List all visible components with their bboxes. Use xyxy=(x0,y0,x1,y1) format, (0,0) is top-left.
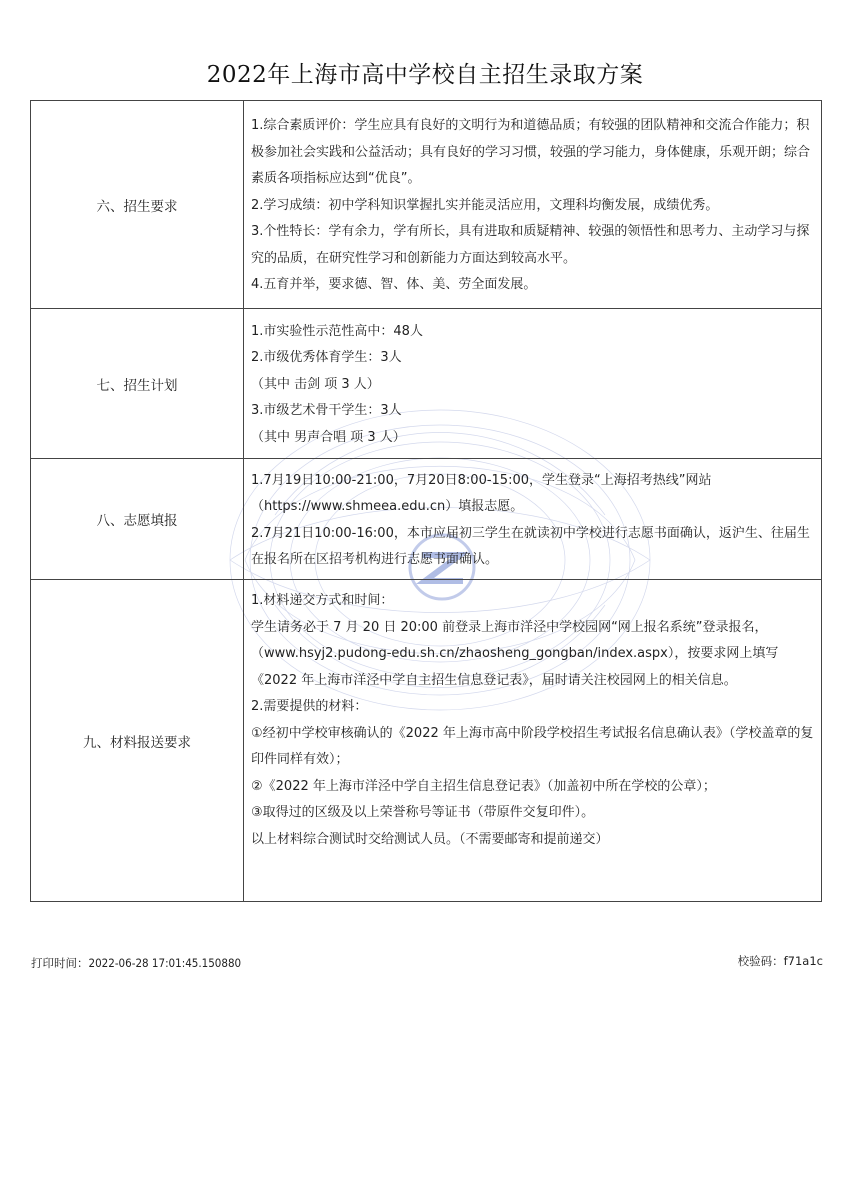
table-row xyxy=(31,309,822,459)
section-content xyxy=(244,101,822,309)
table-row xyxy=(31,101,822,309)
content-line: 2.学习成绩：初中学科知识掌握扎实并能灵活应用，文理科均衡发展，成绩优秀。 xyxy=(251,197,719,213)
admission-plan-table xyxy=(30,100,822,902)
check-code: 校验码：f71a1c xyxy=(737,954,823,968)
section-content xyxy=(244,459,822,580)
content-line: 3.个性特长：学有余力，学有所长，具有进取和质疑精神、较强的领悟性和思考力、主动学习与探究的品质，在研究性学习和创新能力方面达到较高水平。 xyxy=(251,224,810,266)
table-row xyxy=(31,459,822,580)
content-line: 1.综合素质评价：学生应具有良好的文明行为和道德品质；有较强的团队精神和交流合作能力；积极参加社会实践和公益活动；具有良好的学习习惯，较强的学习能力，身体健康，乐观开朗；综合素质各项指标应达到“优良”。 xyxy=(251,118,811,187)
content-line: 4.五育并举，要求德、智、体、美、劳全面发展。 xyxy=(251,277,537,293)
section-content xyxy=(244,580,822,902)
content-line: 3.市级艺术骨干学生：3人 xyxy=(251,403,402,419)
content-line: ①经初中学校审核确认的《2022 年上海市高中阶段学校招生考试报名信息确认表》（学校盖章的复印件同样有效）； xyxy=(251,725,814,767)
content-line: ③取得过的区级及以上荣誉称号等证书（带原件交复印件）。 xyxy=(251,805,595,820)
content-line: 2.市级优秀体育学生：3人 xyxy=(251,350,402,366)
print-time: 打印时间：2022-06-28 17:01:45.150880 xyxy=(31,956,242,970)
content-line: 1.材料递交方式和时间： xyxy=(251,593,394,608)
content-line: 学生请务必于 7 月 20 日 20:00 前登录上海市洋泾中学校园网“网上报名系统”登录报名，（www.hsyj2.pudong-edu.sh.cn/zhaosheng_gongban/index.aspx），按要求网上填写《2022 年上海市洋泾中学自主招生信息登记表》，届时请关注校园网上的相关信息。 xyxy=(251,619,779,688)
content-line: ②《2022 年上海市洋泾中学自主招生信息登记表》（加盖初中所在学校的公章）； xyxy=(251,778,716,794)
content-line: 2.需要提供的材料： xyxy=(251,699,368,714)
section-label: 七、招生计划 xyxy=(31,309,244,459)
content-line: （其中 男声合唱 项 3 人） xyxy=(251,429,406,445)
section-label: 九、材料报送要求 xyxy=(31,580,244,902)
content-line: 以上材料综合测试时交给测试人员。（不需要邮寄和提前递交） xyxy=(251,831,609,847)
document-title: 2022年上海市高中学校自主招生录取方案 xyxy=(206,62,644,88)
content-line: 1.市实验性示范性高中：48人 xyxy=(251,323,423,339)
content-line: （其中 击剑 项 3 人） xyxy=(251,376,380,392)
content-line: 2.7月21日10:00-16:00，本市应届初三学生在就读初中学校进行志愿书面确认，返沪生、往届生在报名所在区招考机构进行志愿书面确认。 xyxy=(251,525,810,567)
section-content xyxy=(244,309,822,459)
content-line: 1.7月19日10:00-21:00，7月20日8:00-15:00，学生登录“上海招考热线”网站（https://www.shmeea.edu.cn）填报志愿。 xyxy=(251,472,712,514)
section-label: 八、志愿填报 xyxy=(31,459,244,580)
table-row xyxy=(31,580,822,902)
section-label: 六、招生要求 xyxy=(31,101,244,309)
